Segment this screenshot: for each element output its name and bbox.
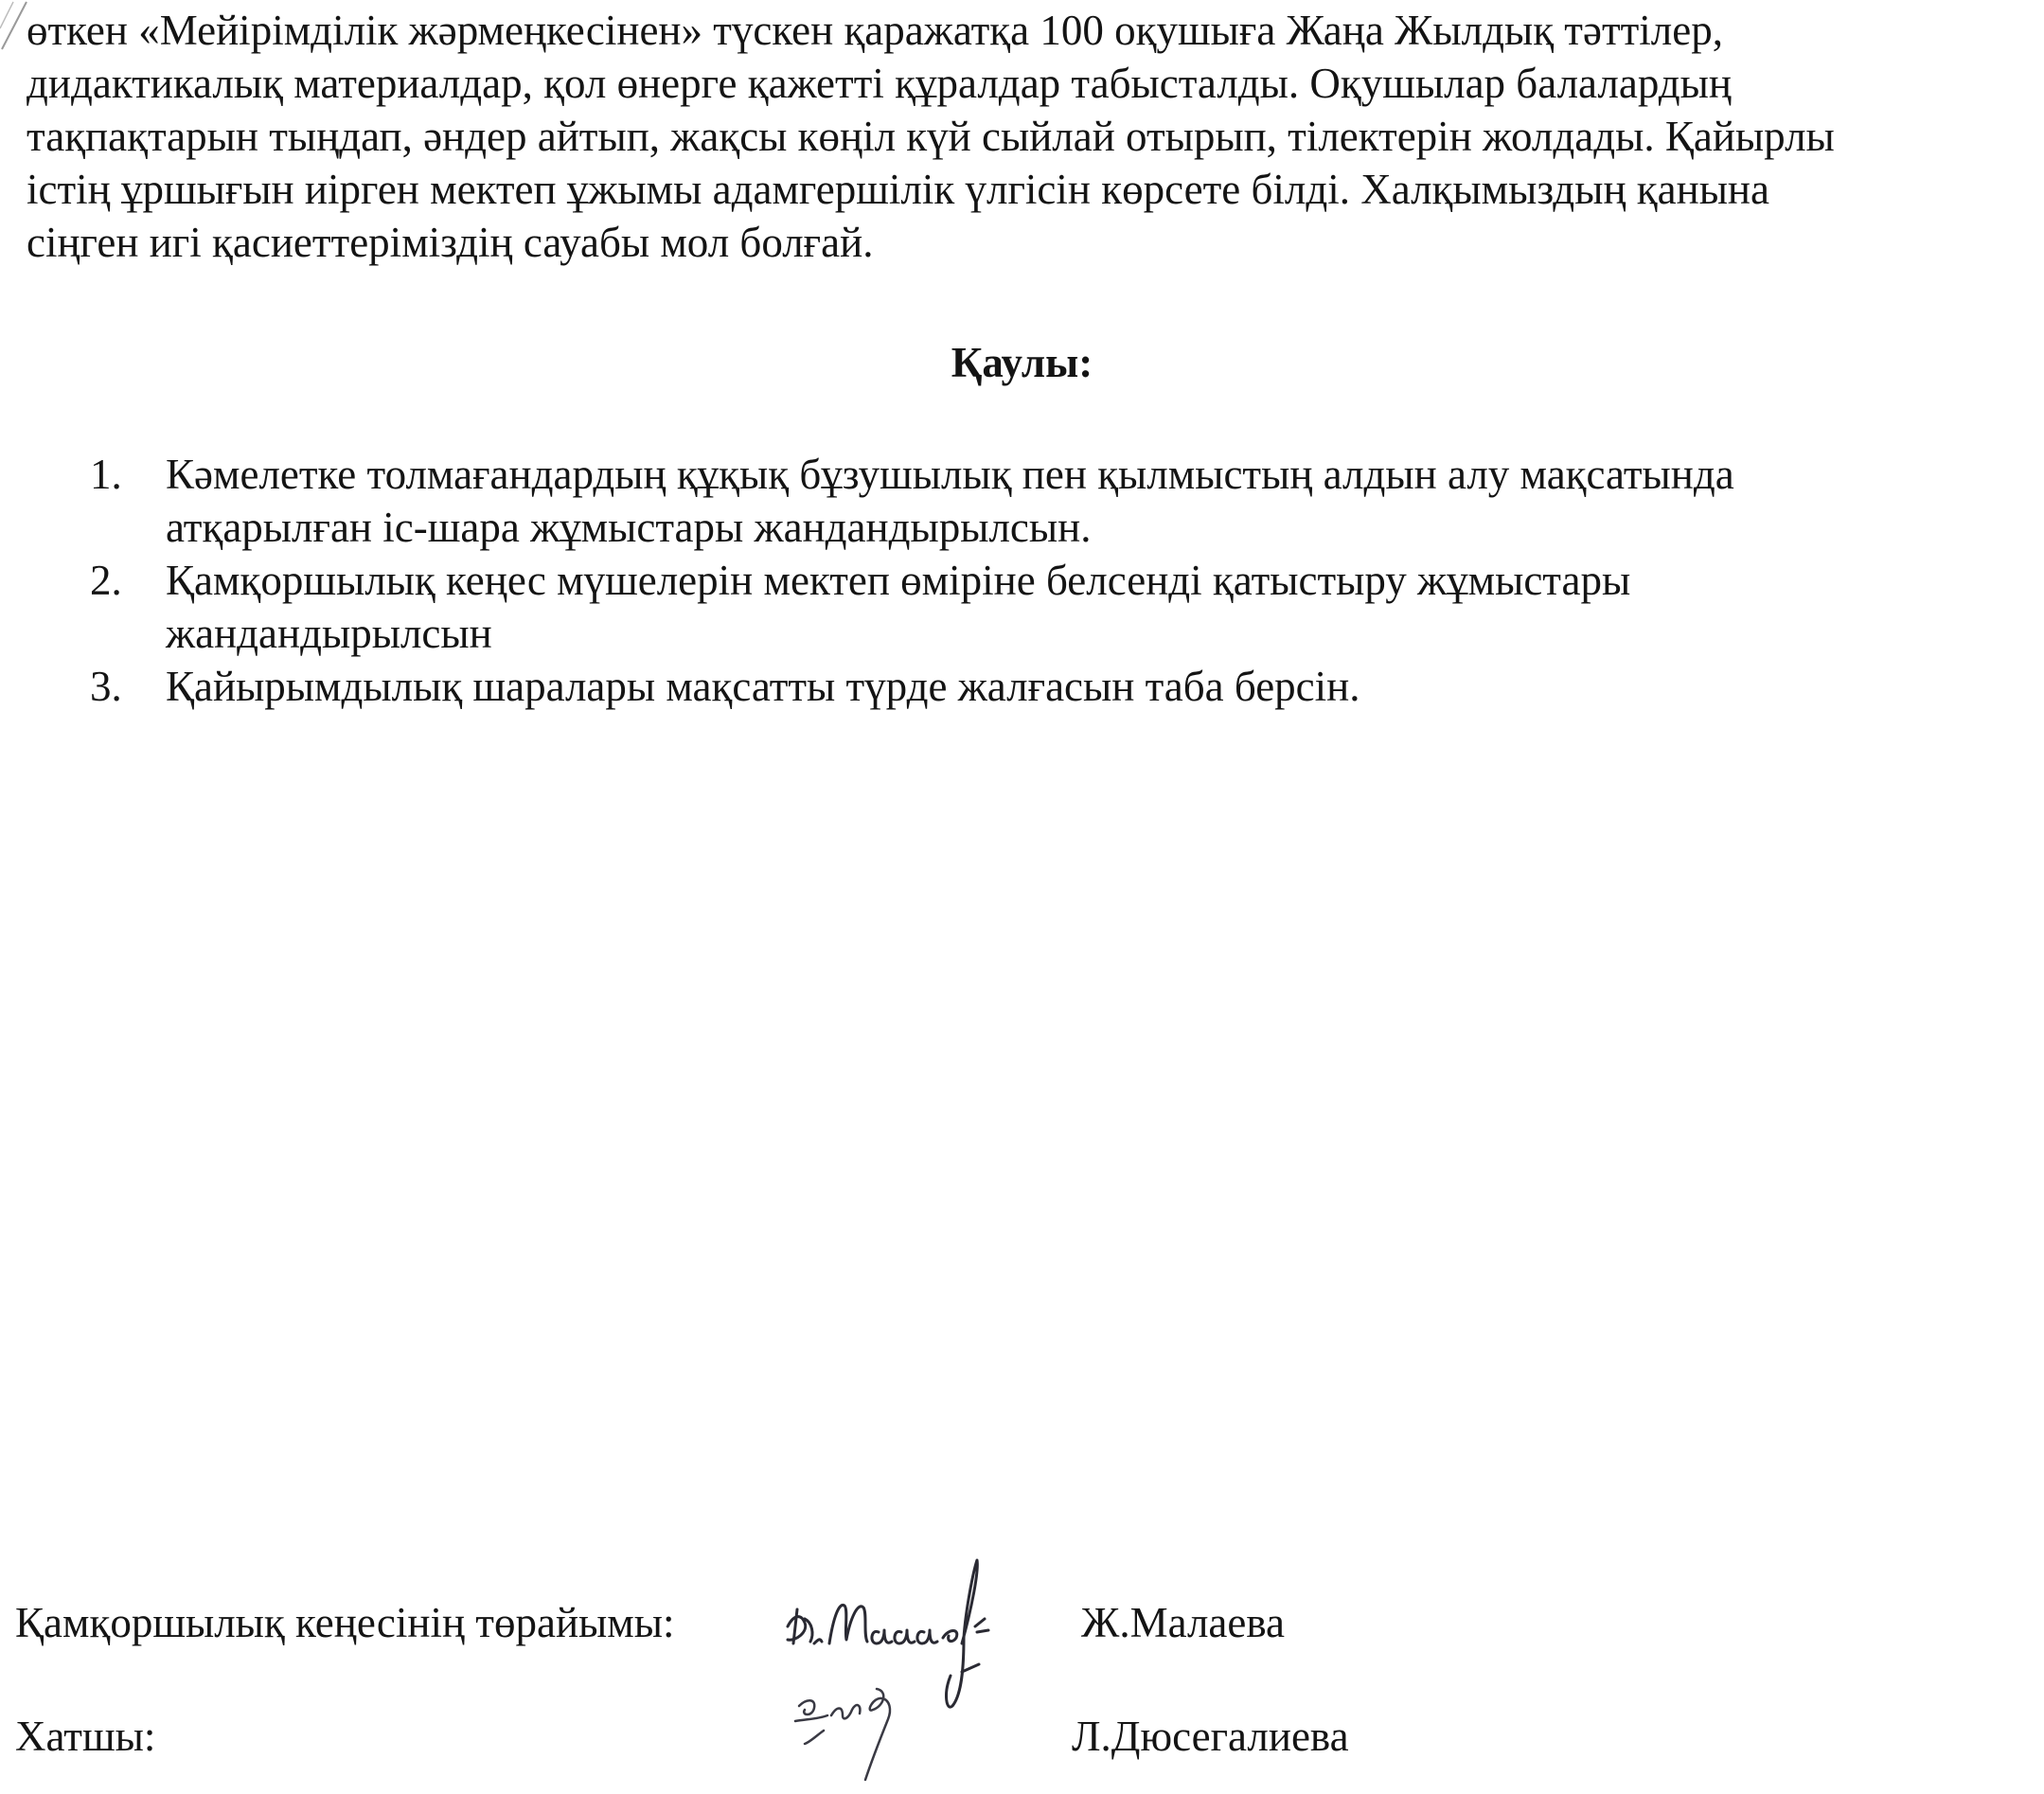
resolution-line: Кәмелетке толмағандардың құқық бұзушылық пен қылмыстың алдын алу мақсатында [166,451,1734,498]
paragraph-line: өткен «Мейірімділік жәрмеңкесінен» түскен қаражатқа 100 оқушыға Жаңа Жылдық тәттілер, [27,7,1723,54]
resolution-line: Қамқоршылық кеңес мүшелерін мектеп өміріне белсенді қатыстыру жұмыстары [166,557,1631,604]
secretary-role-label: Хатшы: [15,1713,156,1760]
paragraph-line: дидактикалық материалдар, қол өнерге қажетті құралдар табысталды. Оқушылар балалардың [27,60,1732,107]
resolution-item [90,554,1983,660]
chair-role-label: Қамқоршылық кеңесінің төрайымы: [15,1599,675,1646]
resolution-line: атқарылған іс-шара жұмыстары жандандырылсын. [166,504,1092,551]
chair-name: Ж.Малаева [1081,1599,1285,1646]
resolution-item [90,448,1983,554]
secretary-handwritten-signature [786,1678,956,1791]
resolution-heading: Қаулы: [951,339,1093,386]
paragraph-line: істің ұршығын иірген мектеп ұжымы адамгершілік үлгісін көрсете білді. Халқымыздың қанына [27,166,1769,213]
resolution-number: 3. [90,663,122,710]
body-paragraph [27,4,2038,269]
secretary-name: Л.Дюсегалиева [1072,1713,1349,1760]
paragraph-line: тақпақтарын тыңдап, әндер айтып, жақсы көңіл күй сыйлай отырып, тілектерін жолдады. Қайырлы [27,113,1835,160]
paragraph-line: сіңген игі қасиеттеріміздің сауабы мол болғай. [27,219,874,266]
resolution-list [90,448,1983,713]
resolution-line: жандандырылсын [166,610,492,657]
resolution-line: Қайырымдылық шаралары мақсатты түрде жалғасын таба берсін. [166,663,1360,710]
resolution-item [90,660,1983,713]
resolution-number: 1. [90,451,122,498]
resolution-number: 2. [90,557,122,604]
